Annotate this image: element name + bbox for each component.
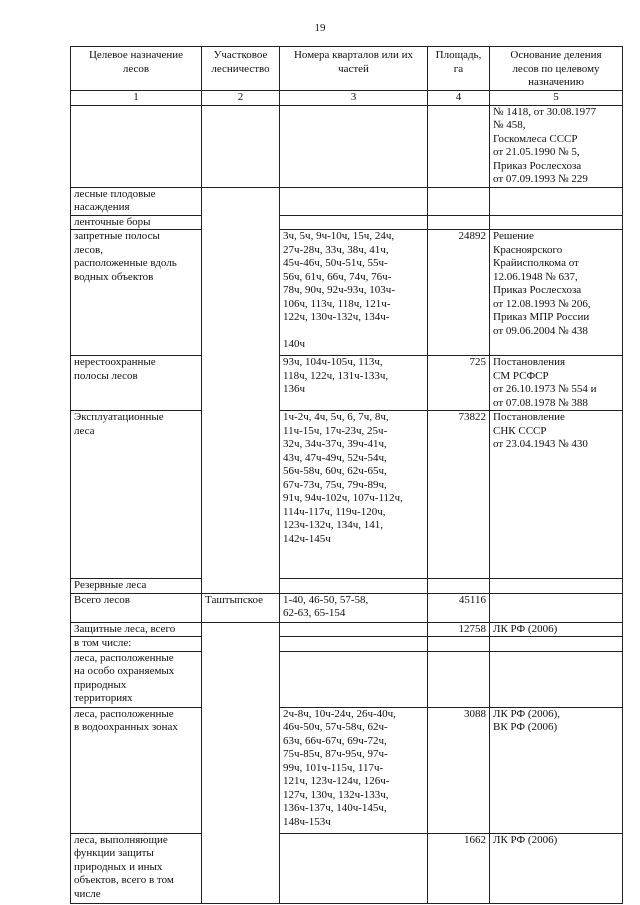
cell-basis: ЛК РФ (2006) (490, 622, 623, 637)
cell-purpose: нерестоохранные полосы лесов (71, 356, 202, 411)
cell-area (428, 187, 490, 215)
cell-basis: Постановления СМ РСФСР от 26.10.1973 № 554 и от 07.08.1978 № 388 (490, 356, 623, 411)
table-row (71, 651, 623, 707)
cell-area (428, 579, 490, 594)
forest-purpose-table (70, 46, 623, 904)
cell-purpose: в том числе: (71, 637, 202, 652)
cell-basis (490, 187, 623, 215)
cell-purpose: ленточные боры (71, 215, 202, 230)
cell-purpose: Эксплуатационные леса (71, 411, 202, 579)
column-number: 5 (490, 91, 623, 106)
cell-area: 24892 (428, 230, 490, 356)
cell-purpose: Защитные леса, всего (71, 622, 202, 637)
table-row (71, 622, 623, 637)
cell-quarters (280, 187, 428, 215)
header-forestry: Участковое лесничество (202, 47, 280, 91)
cell-purpose: леса, расположенные на особо охраняемых природных территориях (71, 651, 202, 707)
table-row (71, 411, 623, 579)
table-row (71, 230, 623, 356)
cell-forestry (202, 105, 280, 187)
column-number: 1 (71, 91, 202, 106)
cell-area: 12758 (428, 622, 490, 637)
cell-quarters (280, 637, 428, 652)
cell-quarters: 2ч-8ч, 10ч-24ч, 26ч-40ч, 46ч-50ч, 57ч-58ч, 62ч- 63ч, 66ч-67ч, 69ч-72ч, 75ч-85ч, 87ч-95ч, 97ч- 99ч, 101ч-115ч, 117ч- 121ч, 123ч-124ч, 126ч- 127ч, 130ч, 132ч-133ч, 136ч-137ч, 140ч-145ч, 148ч-153ч (280, 707, 428, 833)
header-area: Площадь, га (428, 47, 490, 91)
cell-forestry-merged (202, 622, 280, 903)
column-number: 4 (428, 91, 490, 106)
table-row (71, 215, 623, 230)
cell-quarters: 1ч-2ч, 4ч, 5ч, 6, 7ч, 8ч, 11ч-15ч, 17ч-23ч, 25ч- 32ч, 34ч-37ч, 39ч-41ч, 43ч, 47ч-49ч, 52ч-54ч, 56ч-58ч, 60ч, 62ч-65ч, 67ч-73ч, 75ч, 79ч-89ч, 91ч, 94ч-102ч, 107ч-112ч, 114ч-117ч, 119ч-120ч, 123ч-132ч, 134ч, 141, 142ч-145ч (280, 411, 428, 579)
cell-purpose: лесные плодовые насаждения (71, 187, 202, 215)
cell-area (428, 105, 490, 187)
cell-basis (490, 651, 623, 707)
table-row (71, 707, 623, 833)
cell-quarters (280, 105, 428, 187)
cell-basis (490, 637, 623, 652)
cell-purpose (71, 105, 202, 187)
cell-purpose: Всего лесов (71, 593, 202, 622)
cell-quarters (280, 622, 428, 637)
table-header-row (71, 47, 623, 91)
table-row (71, 187, 623, 215)
cell-area (428, 651, 490, 707)
column-number: 2 (202, 91, 280, 106)
header-basis: Основание деления лесов по целевому назначению (490, 47, 623, 91)
cell-area: 1662 (428, 833, 490, 903)
cell-area: 725 (428, 356, 490, 411)
cell-area (428, 637, 490, 652)
cell-quarters: 1-40, 46-50, 57-58, 62-63, 65-154 (280, 593, 428, 622)
cell-forestry: Таштыпское (202, 593, 280, 622)
cell-basis: ЛК РФ (2006), ВК РФ (2006) (490, 707, 623, 833)
cell-quarters (280, 215, 428, 230)
cell-area: 3088 (428, 707, 490, 833)
table-row (71, 637, 623, 652)
table-row (71, 105, 623, 187)
cell-purpose: леса, выполняющие функции защиты природных и иных объектов, всего в том числе (71, 833, 202, 903)
table-row (71, 833, 623, 903)
header-purpose: Целевое назначение лесов (71, 47, 202, 91)
cell-basis: Решение Красноярского Крайисполкома от 12.06.1948 № 637, Приказ Рослесхоза от 12.08.1993 № 206, Приказ МПР России от 09.06.2004 № 438 (490, 230, 623, 356)
cell-purpose: Резервные леса (71, 579, 202, 594)
cell-area: 73822 (428, 411, 490, 579)
cell-purpose: леса, расположенные в водоохранных зонах (71, 707, 202, 833)
cell-quarters: 93ч, 104ч-105ч, 113ч, 118ч, 122ч, 131ч-133ч, 136ч (280, 356, 428, 411)
column-number-row (71, 91, 623, 106)
cell-forestry-merged (202, 187, 280, 593)
header-quarters: Номера кварталов или их частей (280, 47, 428, 91)
cell-quarters (280, 833, 428, 903)
cell-quarters: 3ч, 5ч, 9ч-10ч, 15ч, 24ч, 27ч-28ч, 33ч, 38ч, 41ч, 45ч-46ч, 50ч-51ч, 55ч- 56ч, 61ч, 66ч, 74ч, 76ч- 78ч, 90ч, 92ч-93ч, 103ч- 106ч, 113ч, 118ч, 121ч- 122ч, 130ч-132ч, 134ч- 140ч (280, 230, 428, 356)
table-row (71, 356, 623, 411)
cell-purpose: запретные полосы лесов, расположенные вдоль водных объектов (71, 230, 202, 356)
cell-quarters (280, 651, 428, 707)
cell-basis: № 1418, от 30.08.1977 № 458, Госкомлеса СССР от 21.05.1990 № 5, Приказ Рослесхоза от 07.09.1993 № 229 (490, 105, 623, 187)
cell-area (428, 215, 490, 230)
cell-quarters (280, 579, 428, 594)
cell-basis (490, 579, 623, 594)
column-number: 3 (280, 91, 428, 106)
table-row (71, 579, 623, 594)
page-number: 19 (314, 22, 326, 34)
cell-basis: ЛК РФ (2006) (490, 833, 623, 903)
cell-basis (490, 593, 623, 622)
table-row (71, 593, 623, 622)
cell-basis: Постановление СНК СССР от 23.04.1943 № 430 (490, 411, 623, 579)
cell-area: 45116 (428, 593, 490, 622)
cell-basis (490, 215, 623, 230)
